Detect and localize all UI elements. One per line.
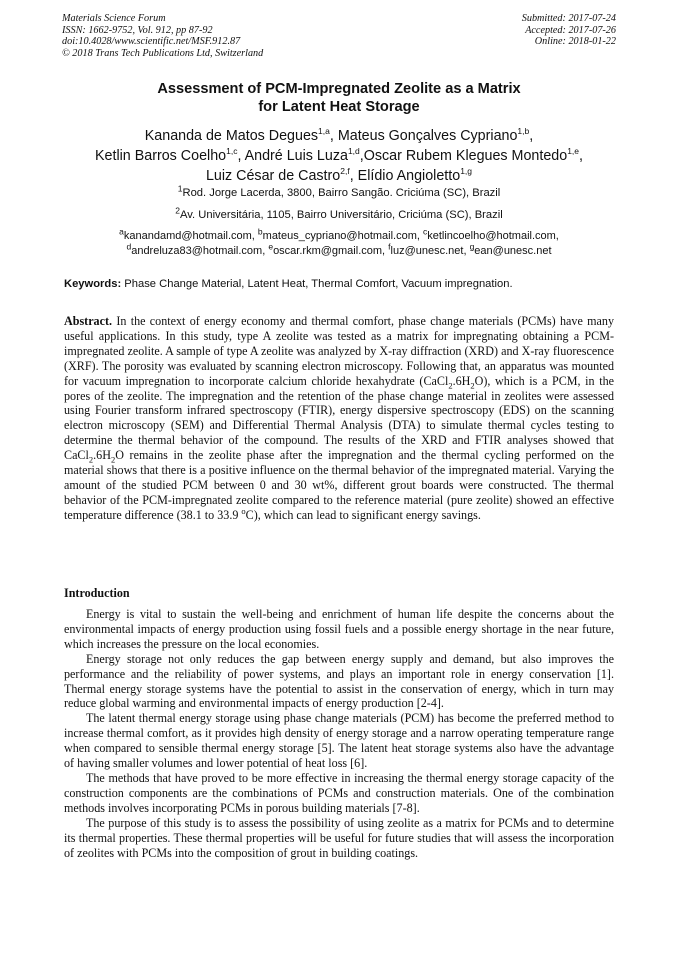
- affiliation-2: [0, 205, 678, 222]
- abstract-text: .6H: [93, 448, 111, 463]
- email-line-1: [0, 226, 678, 244]
- email-line-2: [0, 240, 678, 259]
- author-affil-mark: 1,e: [567, 146, 580, 157]
- email-mark: e: [268, 240, 274, 251]
- abstract-text: O remains in the zeolite phase after the impregnation and the thermal cycling performed on the material shows that there is a positive influence on the thermal behavior of the impregnated material. Varying the amount of the studied PCM between 0 and 30 wt%, different grout boards were constructed. The thermal behavior of the PCM-impregnated zeolite compared to the reference material (pure zeolite) showed an effective temperature difference (38.1 to 33.9: [64, 448, 614, 522]
- abstract-text: C), which can lead to significant energy savings.: [245, 507, 481, 522]
- affiliation-mark: 2: [175, 205, 181, 216]
- subscript: 2: [448, 380, 453, 391]
- dates-header: [522, 13, 616, 48]
- author-name: Ketlin Barros Coelho: [94, 148, 227, 164]
- abstract-text: In the context of energy economy and thermal comfort, phase change materials (PCMs) have many useful applications. In this study, type A zeolite was tested as a matrix for impregnating obtaining a PCM-impregnated zeolite. A sample of type A zeolite was analyzed by X-ray diffraction (XRD) and X-ray fluorescence (XRF). The porosity was evaluated by scanning electron microscopy. Following that, an apparatus was mounted for vacuum impregnation to incorporate calcium chloride hexahydrate (CaCl: [64, 314, 614, 388]
- author-name: Elídio Angioletto: [357, 168, 461, 184]
- email-address: kanandamd@hotmail.com,: [123, 230, 258, 242]
- abstract-text: O), which is a PCM, in the pores of the zeolite. The impregnation and the retention of the phase change material in zeolites were assessed using Fourier transform infrared spectroscopy (FTIR), energy dispersive spectroscopy (EDS) on the scanning electron microscopy (SEM) and Differential Thermal Analysis (DTA) to simulate thermal cycles testing to determine the thermal behavior of the compound. The results of the XRD and FTIR analyses showed that CaCl: [64, 373, 614, 463]
- title-line-1: Assessment of PCM-Impregnated Zeolite as a Matrix: [157, 81, 521, 97]
- paragraph: The purpose of this study is to assess the possibility of using zeolite as a matrix for PCMs and to determine its thermal properties. These thermal properties will be useful for future studies that will assess the incorporation of zeolites with PCMs into the composition of grout in building coatings.: [64, 815, 614, 860]
- paragraph: Energy storage not only reduces the gap between energy supply and demand, but also improves the performance and the reliability of power systems, and plays an important role in energy conservation [1]. Thermal energy storage systems have the potential to assist in the conservation of energy, which in turn may reduce global warming and environmental impacts of energy production [2-4].: [64, 651, 614, 711]
- journal-header: [62, 13, 263, 59]
- author-name: Kananda de Matos Degues: [144, 128, 319, 144]
- email-mark: b: [257, 226, 263, 237]
- author-affil-mark: 1,b: [517, 126, 530, 137]
- email-address: oscar.rkm@gmail.com,: [273, 244, 389, 257]
- subscript: 2: [470, 380, 475, 391]
- email-mark: a: [119, 226, 124, 237]
- email-mark: g: [469, 240, 475, 251]
- introduction-body: [64, 607, 614, 860]
- keywords: [64, 277, 624, 291]
- submitted-date: Submitted: 2017-07-24: [521, 13, 616, 24]
- paragraph: Energy is vital to sustain the well-being and enrichment of human life despite the concerns about the environmental impacts of energy production using fossil fuels and a possible energy shortage in the near future, which increases the pressure on the local economies.: [64, 607, 614, 651]
- author-affil-mark: 1,d: [347, 146, 360, 157]
- keywords-text: Phase Change Material, Latent Heat, Thermal Comfort, Vacuum impregnation.: [121, 278, 513, 290]
- email-list: [0, 226, 678, 258]
- author-list: [0, 126, 678, 186]
- paragraph: The latent thermal energy storage using phase change materials (PCM) has become the preferred method to increase thermal comfort, as it provides high density of energy storage and a narrow operating temperature range when compared to sensible thermal energy storage [5]. The latent heat storage systems also have the advantage of having smaller volumes and lower potential of heat loss [6].: [64, 711, 614, 771]
- affiliation-1: [0, 183, 678, 200]
- author-line-3: Luiz César de Castro$^{2,f}$, Elídio Angioletto$^{1,g}$: [205, 166, 473, 184]
- email-address: ketlincoelho@hotmail.com,: [427, 230, 559, 242]
- author-affil-mark: 1,g: [460, 166, 473, 177]
- email-mark: f: [388, 240, 391, 251]
- author-name: Luiz César de Castro: [205, 168, 341, 184]
- abstract: [64, 314, 614, 523]
- subscript: 2: [88, 454, 94, 465]
- keywords-label: Keywords:: [64, 278, 122, 290]
- author-line-2: Ketlin Barros Coelho$^{1,c}$, André Luis Luza$^{1,d}$,Oscar Rubem Klegues Montedo$^{1,e}$,: [94, 146, 583, 164]
- email-mark: c: [423, 226, 428, 237]
- author-affil-mark: 2,f: [340, 166, 350, 177]
- author-name: André Luis Luza: [244, 148, 348, 164]
- degree-superscript: o: [241, 505, 246, 516]
- email-address: andreluza83@hotmail.com,: [131, 244, 269, 257]
- accepted-date: Accepted: 2017-07-26: [525, 24, 616, 36]
- online-date: Online: 2018-01-22: [534, 36, 616, 48]
- author-affil-mark: 1,a: [318, 126, 330, 137]
- email-address: mateus_cypriano@hotmail.com,: [262, 230, 423, 242]
- author-name: Oscar Rubem Klegues Montedo: [363, 148, 568, 164]
- abstract-label: Abstract.: [64, 314, 113, 328]
- paragraph: The methods that have proved to be more effective in increasing the thermal energy storage capacity of the construction components are the combinations of PCMs and construction materials. One of the combination methods involves incorporating PCMs in porous building materials [7-8].: [64, 770, 614, 815]
- author-line-1: Kananda de Matos Degues$^{1,a}$, Mateus Gonçalves Cypriano$^{1,b}$,: [144, 126, 534, 144]
- doi-line: doi:10.4028/www.scientific.net/MSF.912.87: [62, 36, 241, 48]
- title-line-2: for Latent Heat Storage: [258, 99, 420, 115]
- affiliation-text: Rod. Jorge Lacerda, 3800, Bairro Sangão. Criciúma (SC), Brazil: [182, 187, 501, 199]
- paper-title: [0, 80, 678, 116]
- author-affil-mark: 1,c: [226, 146, 238, 157]
- email-mark: d: [126, 240, 132, 251]
- email-address: luz@unesc.net,: [390, 244, 470, 257]
- issn-line: ISSN: 1662-9752, Vol. 912, pp 87-92: [62, 24, 213, 36]
- copyright-line: © 2018 Trans Tech Publications Ltd, Switzerland: [62, 47, 264, 59]
- section-heading-introduction: Introduction: [64, 586, 130, 600]
- email-address: ean@unesc.net: [474, 244, 552, 257]
- abstract-text: .6H: [452, 373, 471, 388]
- affiliation-text: Av. Universitária, 1105, Bairro Universitário, Criciúma (SC), Brazil: [180, 209, 503, 221]
- author-name: Mateus Gonçalves Cypriano: [337, 128, 518, 144]
- subscript: 2: [110, 454, 116, 465]
- journal-name: Materials Science Forum: [62, 13, 166, 24]
- affiliation-mark: 1: [177, 183, 183, 194]
